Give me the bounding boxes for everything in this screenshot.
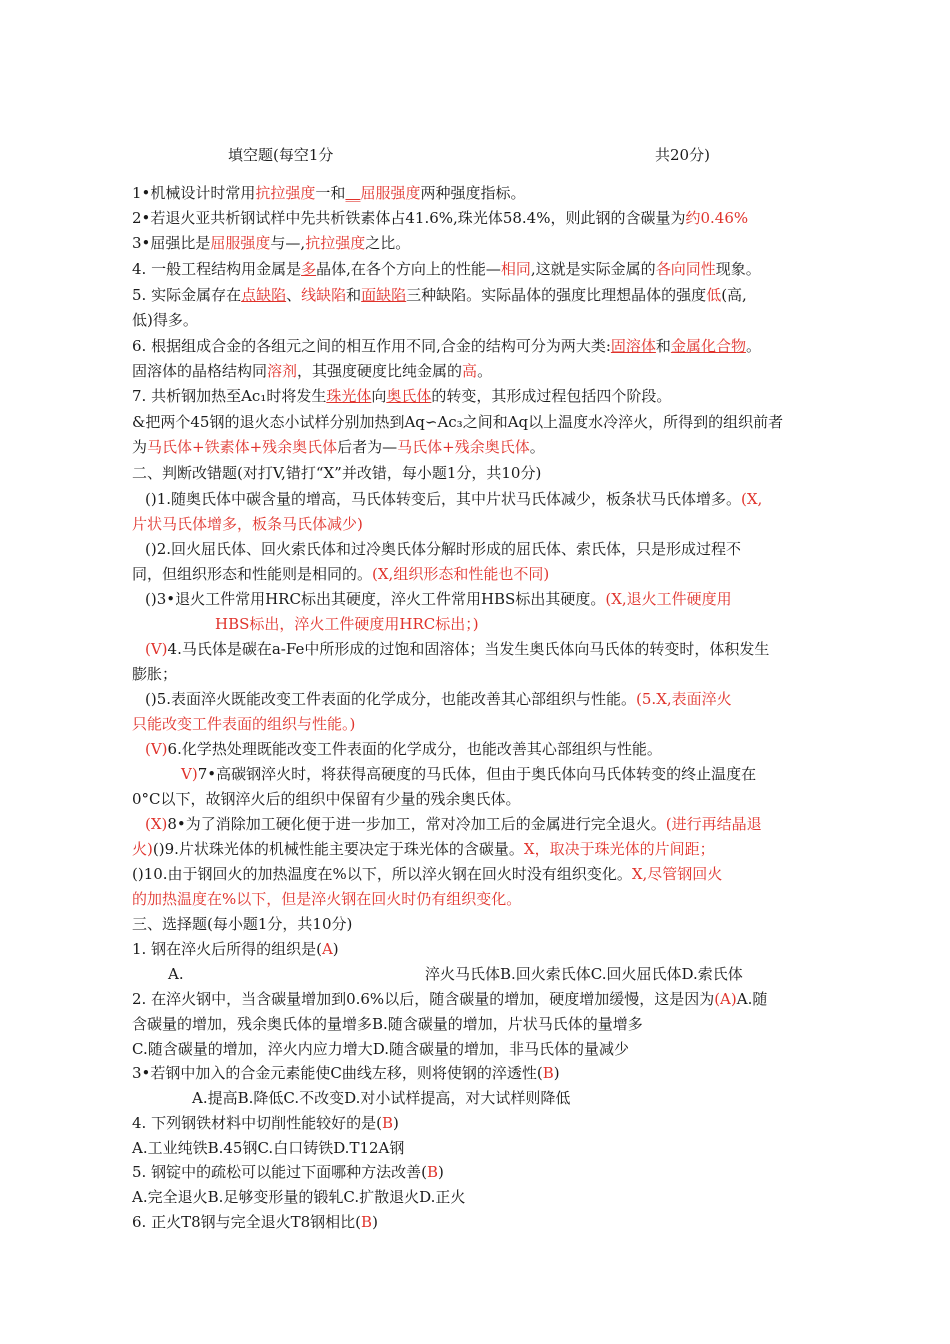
judge-q4: (V)4.马氏体是碳在a-Fe中所形成的过饱和固溶体；当发生奥氏体向马氏体的转变时，体积发生 xyxy=(145,640,770,658)
judge-q3: ()3•退火工件常用HRC标出其硬度，淬火工件常用HBS标出其硬度。(X,退火工件硬度用 xyxy=(145,590,732,608)
judge-q2-cont: 同，但组织形态和性能则是相同的。(X,组织形态和性能也不同) xyxy=(132,565,550,583)
fill-q6-cont: 固溶体的晶格结构同溶剂，其强度硬度比纯金属的高。 xyxy=(132,362,493,380)
judge-q10: ()10.由于钢回火的加热温度在%以下，所以淬火钢在回火时没有组织变化。X,尽管钢回火 xyxy=(132,865,723,883)
fill-q7: 7. 共析钢加热至Ac₁时将发生珠光体向奥氏体的转变，其形成过程包括四个阶段。 xyxy=(132,387,672,405)
choice-q3: 3•若钢中加入的合金元素能使C曲线左移，则将使钢的淬透性(B) xyxy=(132,1064,560,1082)
choice-q2-cont: 含碳量的增加，残余奥氏体的量增多B.随含碳量的增加，片状马氏体的量增多 xyxy=(132,1015,643,1033)
choice-q2-cont2: C.随含碳量的增加，淬火内应力增大D.随含碳量的增加，非马氏体的量减少 xyxy=(132,1040,629,1058)
judge-q4-cont: 膨胀； xyxy=(132,665,178,683)
judge-q8-q9: 火)()9.片状珠光体的机械性能主要决定于珠光体的含碳量。X，取决于珠光体的片间距； xyxy=(132,840,715,858)
fill-q1: 1•机械设计时常用抗拉强度一和__屈服强度两种强度指标。 xyxy=(132,184,526,202)
choice-q4-options: A.工业纯铁B.45钢C.白口铸铁D.T12A钢 xyxy=(132,1139,405,1157)
judge-q5-cont: 只能改变工件表面的组织与性能。) xyxy=(132,715,356,733)
fill-q5: 5. 实际金属存在点缺陷、线缺陷和面缺陷三种缺陷。实际晶体的强度比理想晶体的强度低(高, xyxy=(132,286,747,304)
choice-heading: 三、选择题(每小题1分，共10分) xyxy=(132,915,353,933)
judge-q5: ()5.表面淬火既能改变工件表面的化学成分，也能改善其心部组织与性能。(5.X,表面淬火 xyxy=(145,690,732,708)
judge-q3-cont: HBS标出，淬火工件硬度用HRC标出；) xyxy=(215,615,479,633)
fill-q8-cont: 为马氏体+铁素体+残余奥氏体后者为—马氏体+残余奥氏体。 xyxy=(132,438,545,456)
section-title: 填空题(每空1分 共20分) xyxy=(228,146,710,164)
judge-q7: V)7•高碳钢淬火时，将获得高硬度的马氏体，但由于奥氏体向马氏体转变的终止温度在 xyxy=(181,765,757,783)
choice-q5: 5. 钢锭中的疏松可以能过下面哪种方法改善(B) xyxy=(132,1163,444,1181)
judge-q6: (V)6.化学热处理既能改变工件表面的化学成分，也能改善其心部组织与性能。 xyxy=(145,740,662,758)
judge-q7-cont: 0°C以下，故钢淬火后的组织中保留有少量的残余奥氏体。 xyxy=(132,790,521,808)
choice-q2: 2. 在淬火钢中，当含碳量增加到0.6%以后，随含碳量的增加，硬度增加缓慢，这是因为(A)A.随 xyxy=(132,990,768,1008)
choice-q1-opt-a: A. xyxy=(168,965,184,983)
judge-q8: (X)8•为了消除加工硬化便于进一步加工，常对冷加工后的金属进行完全退火。(进行再结晶退 xyxy=(145,815,762,833)
fill-q5-cont: 低)得多。 xyxy=(132,311,198,329)
fill-q6: 6. 根据组成合金的各组元之间的相互作用不同,合金的结构可分为两大类:固溶体和金属化合物。 xyxy=(132,337,761,355)
fill-q8: &把两个45钢的退火态小试样分别加热到Aq∽Ac₃之间和Aq以上温度水冷淬火，所得到的组织前者 xyxy=(132,413,784,431)
judge-q1: ()1.随奥氏体中碳含量的增高，马氏体转变后，其中片状马氏体减少，板条状马氏体增多。(X, xyxy=(145,490,763,508)
choice-q5-options: A.完全退火B.足够变形量的锻轧C.扩散退火D.正火 xyxy=(132,1188,466,1206)
choice-q1-options: 淬火马氏体B.回火索氏体C.回火屈氏体D.索氏体 xyxy=(425,965,743,983)
choice-q4: 4. 下列钢铁材料中切削性能较好的是(B) xyxy=(132,1114,399,1132)
fill-q4: 4. 一般工程结构用金属是多晶体,在各个方向上的性能—相同,这就是实际金属的各向同性现象。 xyxy=(132,260,761,278)
choice-q3-options: A.提高B.降低C.不改变D.对小试样提高，对大试样则降低 xyxy=(192,1089,571,1107)
fill-q3: 3•屈强比是屈服强度与—,抗拉强度之比。 xyxy=(132,234,411,252)
judge-q2: ()2.回火屈氏体、回火索氏体和过冷奥氏体分解时形成的屈氏体、索氏体，只是形成过程不 xyxy=(145,540,742,558)
choice-q1: 1. 钢在淬火后所得的组织是(A) xyxy=(132,940,339,958)
judge-q1-cont: 片状马氏体增多，板条马氏体减少) xyxy=(132,515,363,533)
fill-q2: 2•若退火亚共析钢试样中先共析铁素体占41.6%,珠光体58.4%，则此钢的含碳量为约0.46% xyxy=(132,209,749,227)
judge-q10-cont: 的加热温度在%以下，但是淬火钢在回火时仍有组织变化。 xyxy=(132,890,522,908)
judge-heading: 二、判断改错题(对打V,错打“X”并改错，每小题1分，共10分) xyxy=(132,464,542,482)
choice-q6: 6. 正火T8钢与完全退火T8钢相比(B) xyxy=(132,1213,378,1231)
